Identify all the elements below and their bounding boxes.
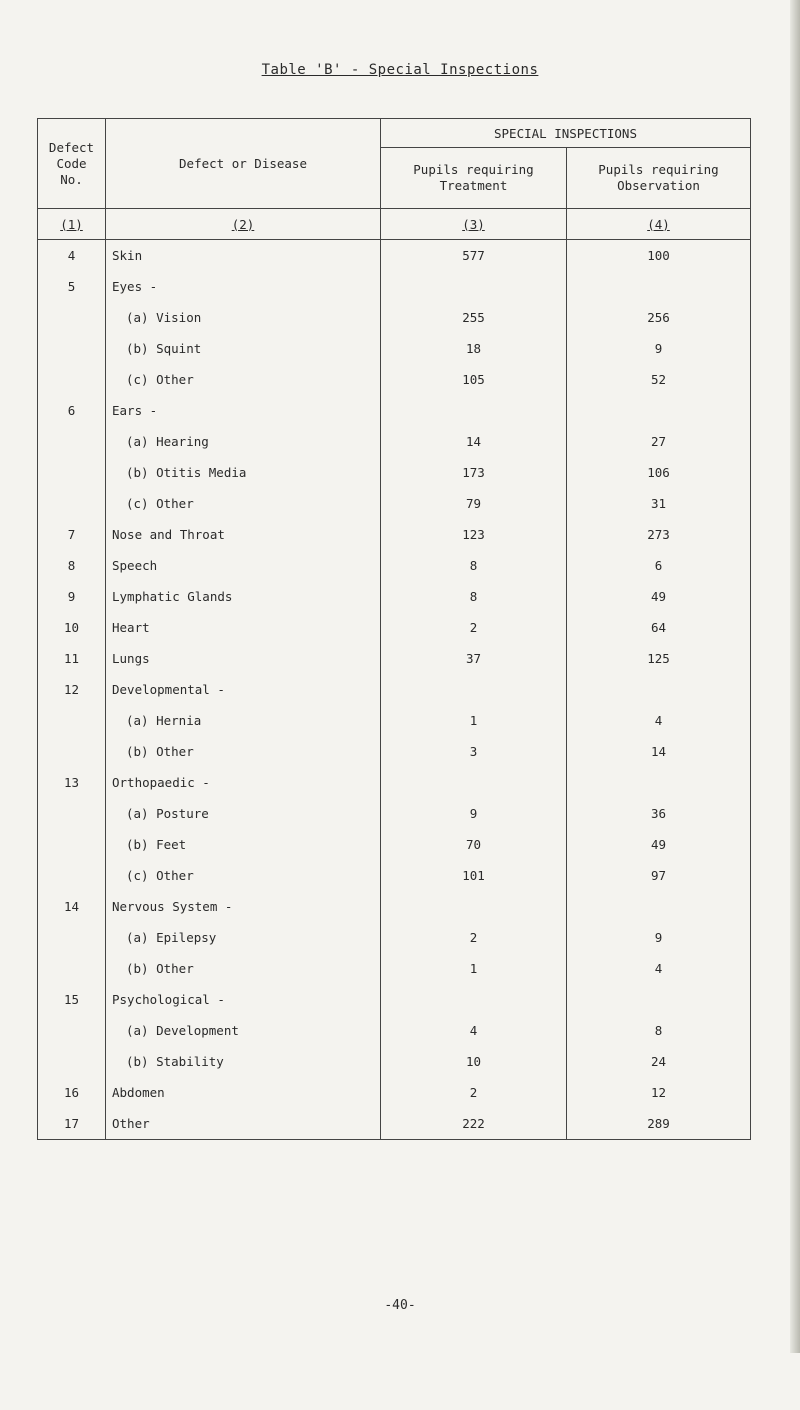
code-cell: 5 xyxy=(38,271,106,302)
treatment-cell: 10 xyxy=(381,1046,567,1077)
defect-cell: (a) Vision xyxy=(106,302,381,333)
observation-cell xyxy=(567,767,751,798)
observation-cell: 106 xyxy=(567,457,751,488)
treatment-cell: 101 xyxy=(381,860,567,891)
code-cell xyxy=(38,364,106,395)
treatment-cell: 1 xyxy=(381,953,567,984)
code-cell: 8 xyxy=(38,550,106,581)
table-row xyxy=(38,984,751,1015)
code-cell xyxy=(38,426,106,457)
code-cell: 7 xyxy=(38,519,106,550)
observation-cell: 31 xyxy=(567,488,751,519)
table-row xyxy=(38,922,751,953)
code-cell: 6 xyxy=(38,395,106,426)
code-cell xyxy=(38,333,106,364)
table-row xyxy=(38,860,751,891)
treatment-cell: 1 xyxy=(381,705,567,736)
code-cell: 10 xyxy=(38,612,106,643)
treatment-cell: 18 xyxy=(381,333,567,364)
code-cell xyxy=(38,860,106,891)
observation-cell: 36 xyxy=(567,798,751,829)
table-row xyxy=(38,1077,751,1108)
observation-cell: 14 xyxy=(567,736,751,767)
table-row xyxy=(38,736,751,767)
defect-cell: (b) Stability xyxy=(106,1046,381,1077)
observation-cell: 6 xyxy=(567,550,751,581)
observation-cell: 273 xyxy=(567,519,751,550)
treatment-cell: 577 xyxy=(381,240,567,272)
treatment-cell: 105 xyxy=(381,364,567,395)
special-inspections-table xyxy=(37,118,751,1140)
observation-cell: 12 xyxy=(567,1077,751,1108)
code-cell: 17 xyxy=(38,1108,106,1140)
code-cell xyxy=(38,953,106,984)
special-inspections-table-wrap xyxy=(37,118,750,1410)
table-row xyxy=(38,581,751,612)
code-cell: 13 xyxy=(38,767,106,798)
code-cell: 14 xyxy=(38,891,106,922)
table-row xyxy=(38,767,751,798)
defect-cell: Nose and Throat xyxy=(106,519,381,550)
observation-cell: 9 xyxy=(567,922,751,953)
column-number-1: (1) xyxy=(38,209,106,240)
observation-cell: 125 xyxy=(567,643,751,674)
treatment-cell: 2 xyxy=(381,1077,567,1108)
code-cell: 9 xyxy=(38,581,106,612)
defect-cell: Abdomen xyxy=(106,1077,381,1108)
page-edge-shadow xyxy=(790,0,800,1353)
observation-cell: 9 xyxy=(567,333,751,364)
header-code-line2: Code xyxy=(56,155,87,171)
column-number-3: (3) xyxy=(381,209,567,240)
table-row xyxy=(38,488,751,519)
code-cell xyxy=(38,1046,106,1077)
treatment-cell: 2 xyxy=(381,922,567,953)
table-row xyxy=(38,953,751,984)
code-cell xyxy=(38,922,106,953)
observation-cell: 100 xyxy=(567,240,751,272)
code-cell xyxy=(38,1015,106,1046)
defect-cell: (b) Otitis Media xyxy=(106,457,381,488)
table-row xyxy=(38,550,751,581)
code-cell xyxy=(38,798,106,829)
code-cell xyxy=(38,457,106,488)
code-cell xyxy=(38,488,106,519)
defect-cell: Nervous System - xyxy=(106,891,381,922)
defect-cell: (c) Other xyxy=(106,488,381,519)
observation-cell: 52 xyxy=(567,364,751,395)
defect-cell: (c) Other xyxy=(106,364,381,395)
treatment-cell: 8 xyxy=(381,550,567,581)
defect-cell: Lymphatic Glands xyxy=(106,581,381,612)
treatment-cell: 37 xyxy=(381,643,567,674)
header-code-line1: Defect xyxy=(48,139,95,155)
treatment-cell xyxy=(381,767,567,798)
code-cell: 4 xyxy=(38,240,106,272)
treatment-cell xyxy=(381,674,567,705)
code-cell xyxy=(38,302,106,333)
table-row xyxy=(38,798,751,829)
page-number: -40- xyxy=(384,1298,416,1313)
observation-cell: 24 xyxy=(567,1046,751,1077)
table-row xyxy=(38,1015,751,1046)
treatment-cell xyxy=(381,271,567,302)
defect-cell: Developmental - xyxy=(106,674,381,705)
table-row xyxy=(38,426,751,457)
defect-cell: (b) Other xyxy=(106,736,381,767)
page-title: Table 'B' - Special Inspections xyxy=(261,62,539,78)
observation-cell xyxy=(567,674,751,705)
column-number-4: (4) xyxy=(567,209,751,240)
table-row xyxy=(38,1046,751,1077)
treatment-cell xyxy=(381,891,567,922)
defect-cell: Skin xyxy=(106,240,381,272)
observation-cell xyxy=(567,395,751,426)
observation-cell: 256 xyxy=(567,302,751,333)
table-row xyxy=(38,519,751,550)
defect-cell: (a) Development xyxy=(106,1015,381,1046)
header-treatment-line2: Treatment xyxy=(439,178,508,193)
column-number-2: (2) xyxy=(106,209,381,240)
table-row xyxy=(38,271,751,302)
observation-cell xyxy=(567,271,751,302)
defect-cell: Orthopaedic - xyxy=(106,767,381,798)
header-code-line3: No. xyxy=(60,171,83,187)
code-cell: 12 xyxy=(38,674,106,705)
treatment-cell xyxy=(381,984,567,1015)
header-treatment xyxy=(381,148,567,209)
observation-cell: 64 xyxy=(567,612,751,643)
header-defect: Defect or Disease xyxy=(106,119,381,209)
treatment-cell: 4 xyxy=(381,1015,567,1046)
observation-cell: 27 xyxy=(567,426,751,457)
treatment-cell: 79 xyxy=(381,488,567,519)
code-cell xyxy=(38,736,106,767)
defect-cell: Heart xyxy=(106,612,381,643)
treatment-cell: 9 xyxy=(381,798,567,829)
table-row xyxy=(38,457,751,488)
defect-cell: (b) Other xyxy=(106,953,381,984)
code-cell: 15 xyxy=(38,984,106,1015)
table-body xyxy=(38,240,751,1140)
table-row xyxy=(38,612,751,643)
observation-cell: 4 xyxy=(567,953,751,984)
table-row xyxy=(38,643,751,674)
header-code xyxy=(38,119,106,209)
header-special-inspections: SPECIAL INSPECTIONS xyxy=(381,119,751,148)
treatment-cell: 2 xyxy=(381,612,567,643)
treatment-cell: 14 xyxy=(381,426,567,457)
code-cell xyxy=(38,829,106,860)
defect-cell: Ears - xyxy=(106,395,381,426)
treatment-cell: 255 xyxy=(381,302,567,333)
defect-cell: Lungs xyxy=(106,643,381,674)
table-row xyxy=(38,705,751,736)
defect-cell: Psychological - xyxy=(106,984,381,1015)
treatment-cell: 222 xyxy=(381,1108,567,1140)
defect-cell: (c) Other xyxy=(106,860,381,891)
table-row xyxy=(38,829,751,860)
treatment-cell: 3 xyxy=(381,736,567,767)
table-row xyxy=(38,302,751,333)
defect-cell: (b) Feet xyxy=(106,829,381,860)
observation-cell xyxy=(567,984,751,1015)
defect-cell: (a) Hernia xyxy=(106,705,381,736)
defect-cell: (a) Epilepsy xyxy=(106,922,381,953)
defect-cell: Eyes - xyxy=(106,271,381,302)
code-cell: 16 xyxy=(38,1077,106,1108)
defect-cell: Other xyxy=(106,1108,381,1140)
observation-cell: 49 xyxy=(567,829,751,860)
treatment-cell: 70 xyxy=(381,829,567,860)
observation-cell xyxy=(567,891,751,922)
table-row xyxy=(38,364,751,395)
defect-cell: (b) Squint xyxy=(106,333,381,364)
table-row xyxy=(38,333,751,364)
table-row xyxy=(38,674,751,705)
header-treatment-line1: Pupils requiring xyxy=(413,162,534,177)
treatment-cell: 123 xyxy=(381,519,567,550)
observation-cell: 8 xyxy=(567,1015,751,1046)
table-row xyxy=(38,891,751,922)
treatment-cell: 173 xyxy=(381,457,567,488)
header-observation xyxy=(567,148,751,209)
observation-cell: 49 xyxy=(567,581,751,612)
header-observation-line2: Observation xyxy=(617,178,700,193)
observation-cell: 289 xyxy=(567,1108,751,1140)
table-row xyxy=(38,395,751,426)
table-row xyxy=(38,1108,751,1140)
observation-cell: 97 xyxy=(567,860,751,891)
defect-cell: (a) Hearing xyxy=(106,426,381,457)
observation-cell: 4 xyxy=(567,705,751,736)
treatment-cell xyxy=(381,395,567,426)
code-cell: 11 xyxy=(38,643,106,674)
defect-cell: Speech xyxy=(106,550,381,581)
header-observation-line1: Pupils requiring xyxy=(598,162,719,177)
table-row xyxy=(38,240,751,272)
code-cell xyxy=(38,705,106,736)
defect-cell: (a) Posture xyxy=(106,798,381,829)
treatment-cell: 8 xyxy=(381,581,567,612)
